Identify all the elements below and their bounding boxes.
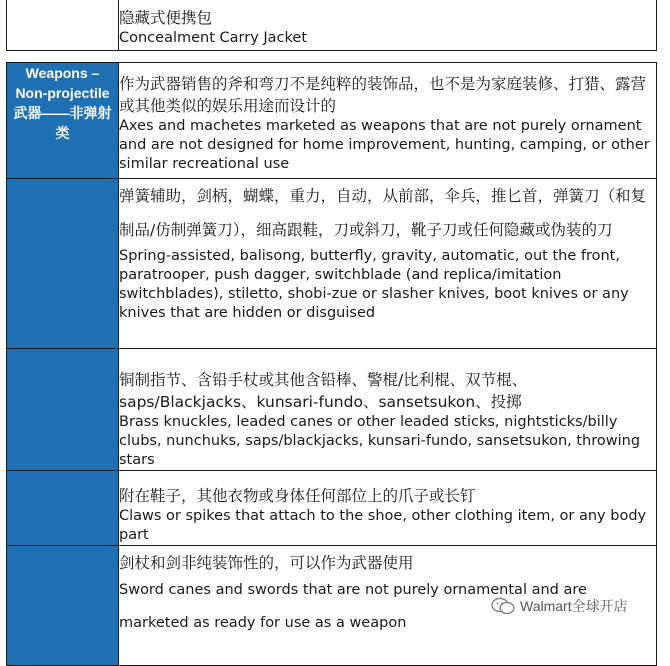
description-cell — [119, 63, 657, 179]
wechat-icon — [490, 597, 516, 615]
description-zh: 作为武器销售的斧和弯刀不是纯粹的装饰品，也不是为家庭装修、打猎、露营或其他类似的娱乐用途而设计的 — [119, 75, 647, 115]
description-zh: 剑杖和剑非纯装饰性的，可以作为武器使用 — [119, 554, 414, 572]
category-cell-continued — [7, 546, 119, 666]
category-cell — [7, 63, 119, 179]
description-zh: 隐藏式便携包 — [119, 9, 213, 27]
description-cell — [119, 349, 657, 471]
category-cell-continued — [7, 179, 119, 349]
watermark-text: Walmart全球开店 — [520, 598, 628, 614]
description-en: Claws or spikes that attach to the shoe, other clothing item, or any body part — [119, 508, 647, 543]
description-en: Axes and machetes marketed as weapons that are not purely ornament and are not designed for home improvement, hunting, camping, or other similar recreational use — [119, 118, 650, 172]
description-zh: 附在鞋子，其他衣物或身体任何部位上的爪子或长钉 — [119, 487, 476, 505]
watermark — [490, 596, 628, 616]
description-en: Brass knuckles, leaded canes or other leaded sticks, nightsticks/billy clubs, nunchuks, saps/blackjacks, kunsari-fundo, sansetsukon, throwing stars — [119, 414, 641, 468]
description-en: Concealment Carry Jacket — [119, 30, 308, 46]
description-cell — [119, 0, 657, 51]
description-cell — [119, 471, 657, 546]
description-zh: 弹簧辅助，剑柄，蝴蝶，重力，自动，从前部，伞兵，推匕首，弹簧刀（和复制品/仿制弹簧刀），细高跟鞋，刀或斜刀，靴子刀或任何隐藏或伪装的刀 — [119, 187, 647, 239]
table-row — [7, 471, 657, 546]
description-zh: 铜制指节、含铅手杖或其他含铅棒、警棍/比利棍、双节棍、saps/Blackjacks、kunsari-fundo、sansetsukon、投掷 — [119, 371, 528, 411]
table-row — [7, 0, 657, 51]
table-row — [7, 349, 657, 471]
description-cell — [119, 179, 657, 349]
table-row — [7, 63, 657, 179]
weapons-table — [6, 62, 657, 666]
category-cell-continued — [7, 471, 119, 546]
empty-category-cell — [7, 0, 119, 51]
category-cell-continued — [7, 349, 119, 471]
top-table — [6, 0, 657, 51]
description-en: Spring-assisted, balisong, butterfly, gravity, automatic, out the front, paratrooper, push dagger, switchblade (and replica/imitation switchblades), stiletto, shobi-zue or slasher knives, boot knives or any knives that are hidden or disguised — [119, 248, 629, 321]
description-en: Sword canes and swords that are not purely ornamental and are marketed as ready for use as a weapon — [119, 582, 587, 631]
category-label: Weapons – Non-projectile 武器——非弹射类 — [13, 65, 112, 141]
table-row — [7, 179, 657, 349]
